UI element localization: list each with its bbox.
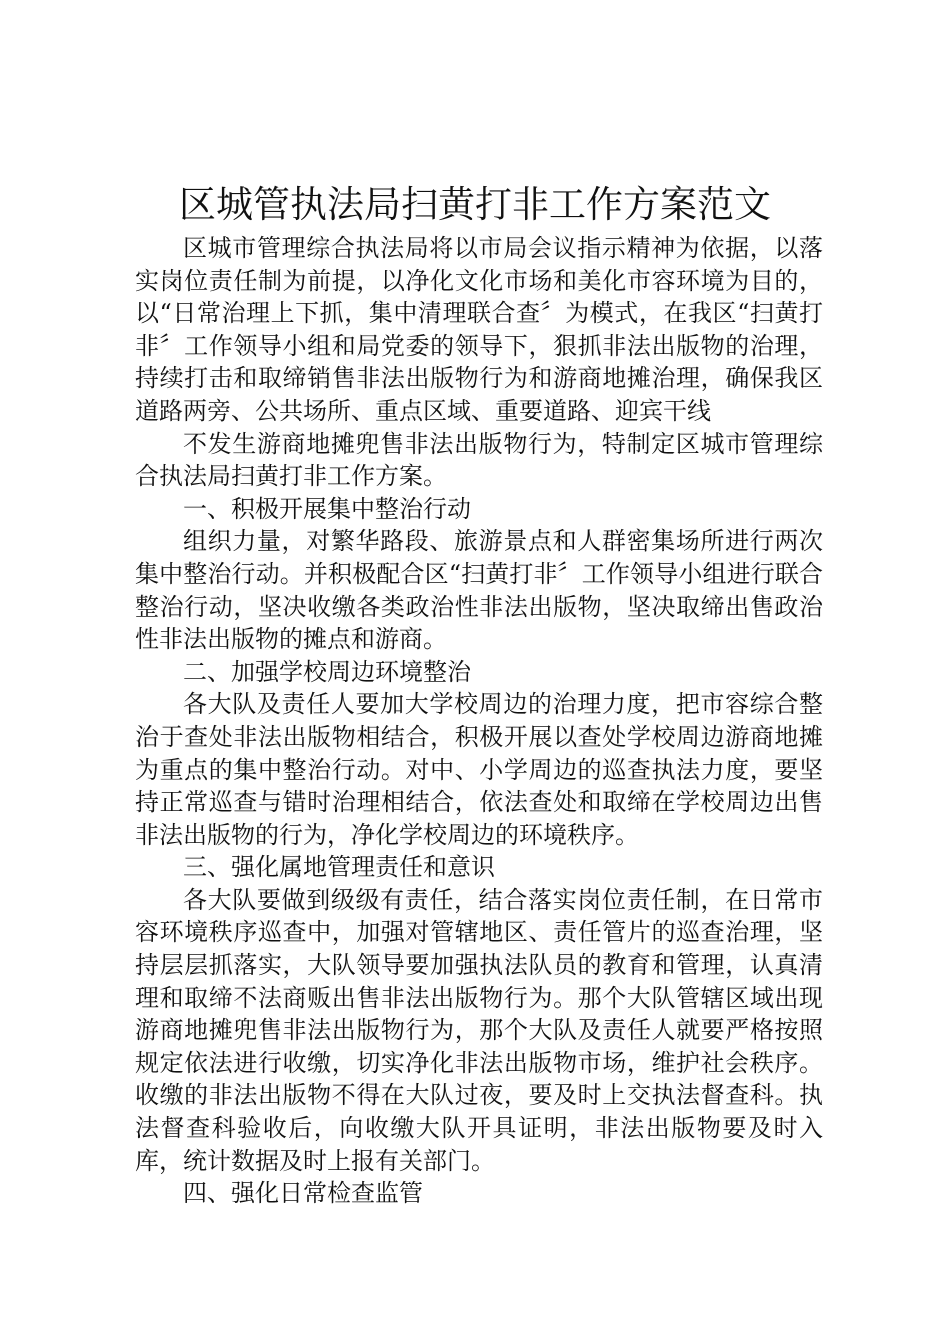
paragraph-intro-continued: 不发生游商地摊兜售非法出版物行为，特制定区城市管理综合执法局扫黄打非工作方案。 <box>135 429 823 491</box>
document-body <box>135 232 823 1210</box>
section-heading-2: 二、加强学校周边环境整治 <box>183 657 471 686</box>
section-heading-4: 四、强化日常检查监管 <box>183 1179 423 1208</box>
section-paragraph-2: 各大队及责任人要加大学校周边的治理力度，把市容综合整治于查处非法出版物相结合，积极开展以查处学校周边游商地摊为重点的集中整治行动。对中、小学周边的巡查执法力度，要坚持正常巡查与错时治理相结合，依法查处和取缔在学校周边出售非法出版物的行为，净化学校周边的环境秩序。 <box>135 690 823 849</box>
document-title: 区城管执法局扫黄打非工作方案范文 <box>179 183 771 226</box>
section-paragraph-1: 组织力量，对繁华路段、旅游景点和人群密集场所进行两次集中整治行动。并积极配合区“扫黄打非〞工作领导小组进行联合整治行动，坚决收缴各类政治性非法出版物，坚决取缔出售政治性非法出版物的摊点和游商。 <box>135 527 823 654</box>
section-heading-3: 三、强化属地管理责任和意识 <box>183 853 495 882</box>
section-heading-1: 一、积极开展集中整治行动 <box>183 494 471 523</box>
paragraph-intro: 区城市管理综合执法局将以市局会议指示精神为依据，以落实岗位责任制为前提，以净化文化市场和美化市容环境为目的，以“日常治理上下抓，集中清理联合查〞为模式，在我区“扫黄打非〞工作领导小组和局党委的领导下，狠抓非法出版物的治理，持续打击和取缔销售非法出版物行为和游商地摊治理，确保我区道路两旁、公共场所、重点区域、重要道路、迎宾干线 <box>135 234 823 425</box>
section-paragraph-3: 各大队要做到级级有责任，结合落实岗位责任制，在日常市容环境秩序巡查中，加强对管辖地区、责任管片的巡查治理，坚持层层抓落实，大队领导要加强执法队员的教育和管理，认真清理和取缔不法商贩出售非法出版物行为。那个大队管辖区域出现游商地摊兜售非法出版物行为，那个大队及责任人就要严格按照规定依法进行收缴，切实净化非法出版物市场，维护社会秩序。收缴的非法出版物不得在大队过夜，要及时上交执法督查科。执法督查科验收后，向收缴大队开具证明，非法出版物要及时入库，统计数据及时上报有关部门。 <box>135 885 823 1175</box>
